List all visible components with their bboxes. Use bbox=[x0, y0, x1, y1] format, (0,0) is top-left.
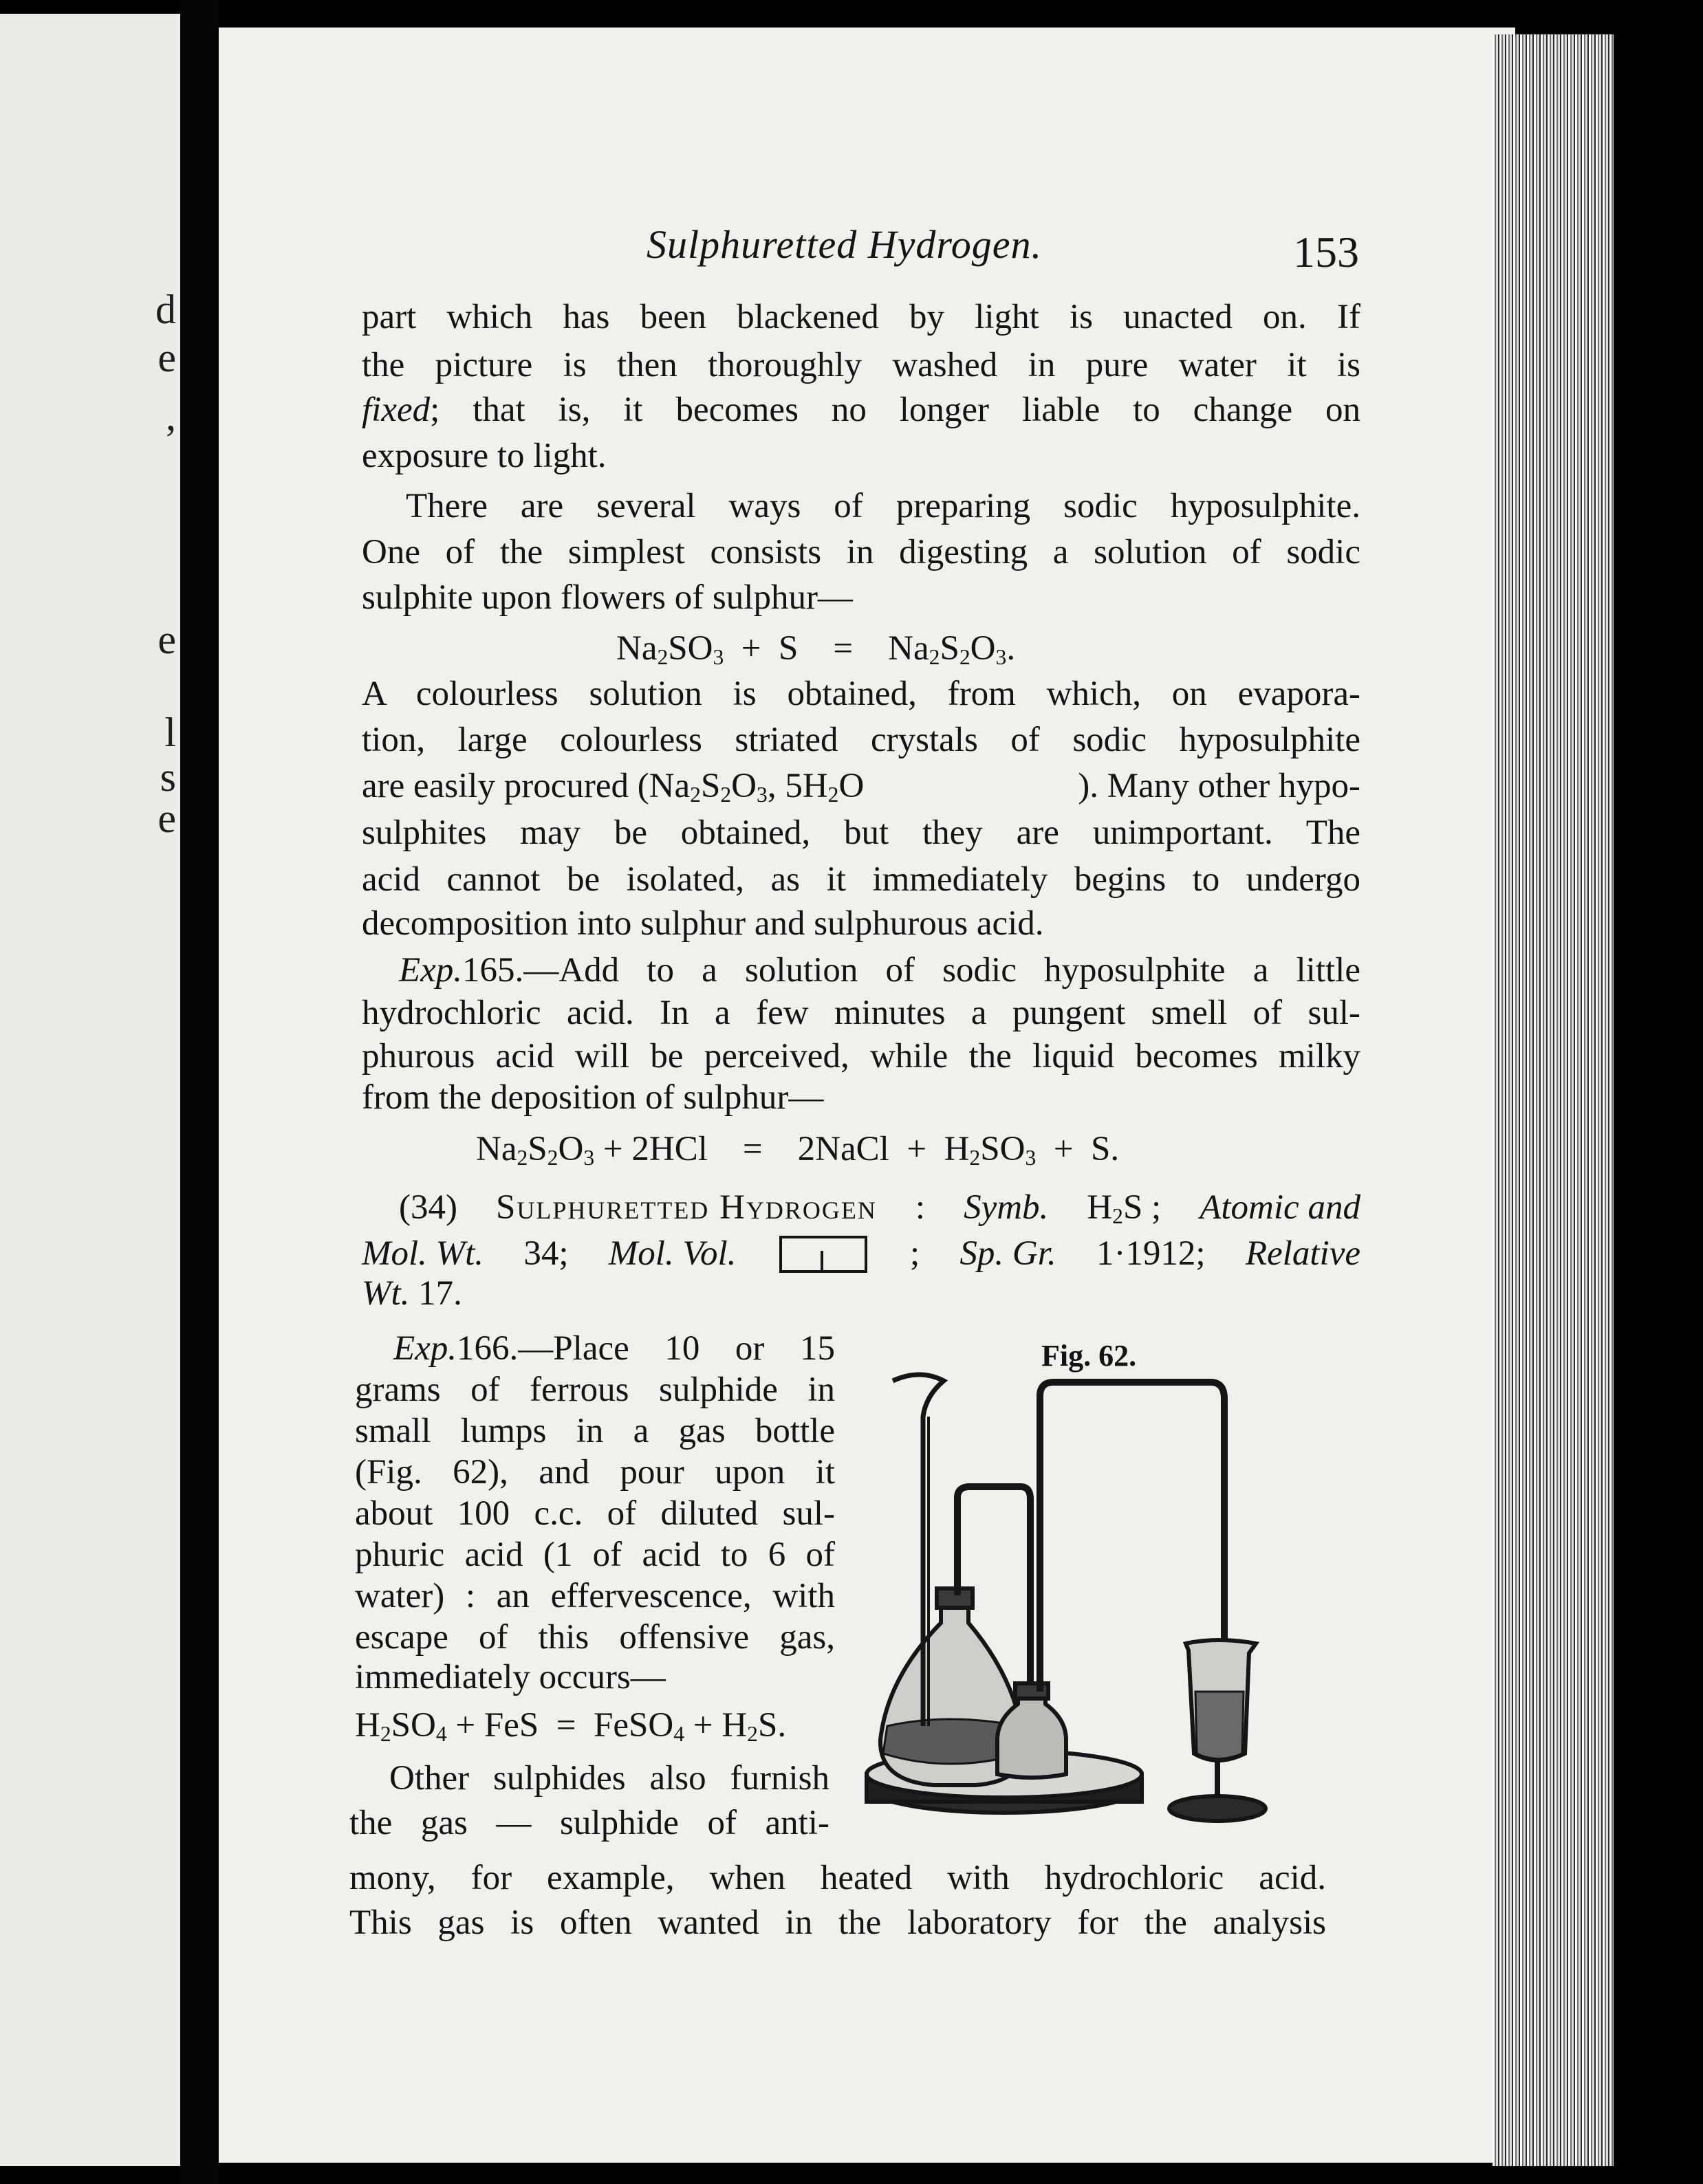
mol-vol-box-icon bbox=[779, 1236, 867, 1273]
equation: $Na_2SO_3 + S$ = $Na_2S_2O_3$. bbox=[616, 629, 1016, 669]
text-line: A colourless solution is obtained, from which, on evapora- bbox=[362, 675, 1360, 713]
section-title: Sulphuretted Hydrogen bbox=[495, 1188, 877, 1227]
left-page-fragment: e bbox=[158, 617, 176, 662]
text-line: This gas is often wanted in the laboratory for the analysis bbox=[349, 1903, 1326, 1942]
text-line bbox=[362, 765, 1360, 808]
exp-label: Exp. bbox=[393, 1329, 457, 1368]
text-run: ; that is, it becomes no longer liable to change on bbox=[430, 391, 1360, 429]
text-line: the gas — sulphide of anti- bbox=[349, 1804, 829, 1842]
book-cover-edge bbox=[1614, 0, 1703, 2184]
text-line bbox=[399, 949, 1360, 992]
text-line: phurous acid will be perceived, while the liquid becomes milky bbox=[362, 1037, 1360, 1075]
left-facing-page bbox=[0, 14, 180, 2166]
text-run: ). Many other hypo- bbox=[1078, 767, 1360, 805]
text-line: phuric acid (1 of acid to 6 of bbox=[355, 1536, 835, 1574]
section-number: (34) bbox=[399, 1188, 457, 1227]
text-line: sulphites may be obtained, but they are unimportant. The bbox=[362, 813, 1360, 852]
text-line: exposure to light. bbox=[362, 437, 607, 475]
sp-gr-value: 1·1912; bbox=[1096, 1234, 1206, 1273]
mol-vol-label: Mol. Vol. bbox=[608, 1234, 737, 1273]
text-line: grams of ferrous sulphide in bbox=[355, 1371, 835, 1409]
text-line: part which has been blackened by light is unacted on. If bbox=[362, 298, 1360, 336]
text-line bbox=[362, 389, 1360, 432]
text-run: 165.—Add to a solution of sodic hyposulphite a little bbox=[462, 951, 1360, 990]
book-gutter bbox=[180, 0, 219, 2184]
gas-apparatus-illustration bbox=[860, 1368, 1334, 1850]
text-line: mony, for example, when heated with hydrochloric acid. bbox=[349, 1859, 1326, 1897]
running-head: Sulphuretted Hydrogen. bbox=[647, 222, 1043, 267]
text-line: tion, large colourless striated crystals of sodic hyposulphite bbox=[362, 721, 1360, 759]
atomic-label: Atomic and bbox=[1200, 1188, 1360, 1227]
left-page-fragment: e bbox=[158, 335, 176, 380]
left-page-fragment: , bbox=[166, 393, 176, 439]
semicolon: ; bbox=[909, 1234, 920, 1273]
left-page-fragment: d bbox=[155, 287, 176, 332]
colon: : bbox=[915, 1188, 926, 1227]
text-line: escape of this offensive gas, bbox=[355, 1618, 835, 1657]
left-page-fragment: e bbox=[158, 796, 176, 841]
page-edges bbox=[1493, 34, 1614, 2166]
section-line bbox=[362, 1232, 1360, 1276]
text-line: water) : an effervescence, with bbox=[355, 1577, 835, 1615]
formula: $_2S_2O_3$, $5H_2O$ bbox=[690, 767, 865, 807]
symb-label: Symb. bbox=[964, 1188, 1049, 1227]
text-line: from the deposition of sulphur— bbox=[362, 1078, 824, 1117]
text-line: small lumps in a gas bottle bbox=[355, 1412, 835, 1450]
text-line: There are several ways of preparing sodic hyposulphite. bbox=[406, 487, 1360, 525]
text-line: sulphite upon flowers of sulphur— bbox=[362, 578, 853, 617]
text-line: One of the simplest consists in digesting a solution of sodic bbox=[362, 533, 1360, 571]
figure-caption: Fig. 62. bbox=[1041, 1339, 1137, 1373]
text-line: (Fig. 62), and pour upon it bbox=[355, 1453, 835, 1492]
wt-value: 17. bbox=[418, 1274, 462, 1313]
text-run: 166.—Place 10 or 15 bbox=[457, 1329, 835, 1368]
text-line: decomposition into sulphur and sulphurous acid. bbox=[362, 904, 1044, 943]
equation: $Na_2S_2O_3 + 2HCl$ = 2NaCl + $H_2SO_3 + S$. bbox=[476, 1130, 1120, 1170]
italic-word: fixed bbox=[362, 391, 431, 429]
text-line: acid cannot be isolated, as it immediately begins to undergo bbox=[362, 860, 1360, 899]
left-page-fragment: s bbox=[160, 754, 176, 800]
section-line bbox=[362, 1272, 462, 1315]
section-heading bbox=[399, 1186, 1360, 1230]
left-page-fragment: l bbox=[164, 710, 176, 755]
text-line: about 100 c.c. of diluted sul- bbox=[355, 1494, 835, 1533]
mol-wt-value: 34; bbox=[523, 1234, 569, 1273]
text-line: the picture is then thoroughly washed in pure water it is bbox=[362, 346, 1360, 384]
wt-label: Wt. bbox=[362, 1274, 410, 1313]
exp-label: Exp. bbox=[399, 951, 463, 990]
text-run: are easily procured (Na bbox=[362, 767, 691, 805]
relative-label: Relative bbox=[1245, 1234, 1360, 1273]
text-line bbox=[393, 1327, 835, 1371]
text-line: immediately occurs— bbox=[355, 1658, 666, 1696]
text-line: hydrochloric acid. In a few minutes a pungent smell of sul- bbox=[362, 994, 1360, 1032]
formula: $H_2S$ ; bbox=[1087, 1188, 1162, 1228]
equation: $H_2SO_4$ + FeS = FeSO$_4$ + $H_2S$. bbox=[355, 1706, 787, 1746]
sp-gr-label: Sp. Gr. bbox=[959, 1234, 1056, 1273]
page-number: 153 bbox=[1293, 228, 1359, 276]
mol-wt-label: Mol. Wt. bbox=[362, 1234, 484, 1273]
text-line: Other sulphides also furnish bbox=[389, 1759, 829, 1798]
